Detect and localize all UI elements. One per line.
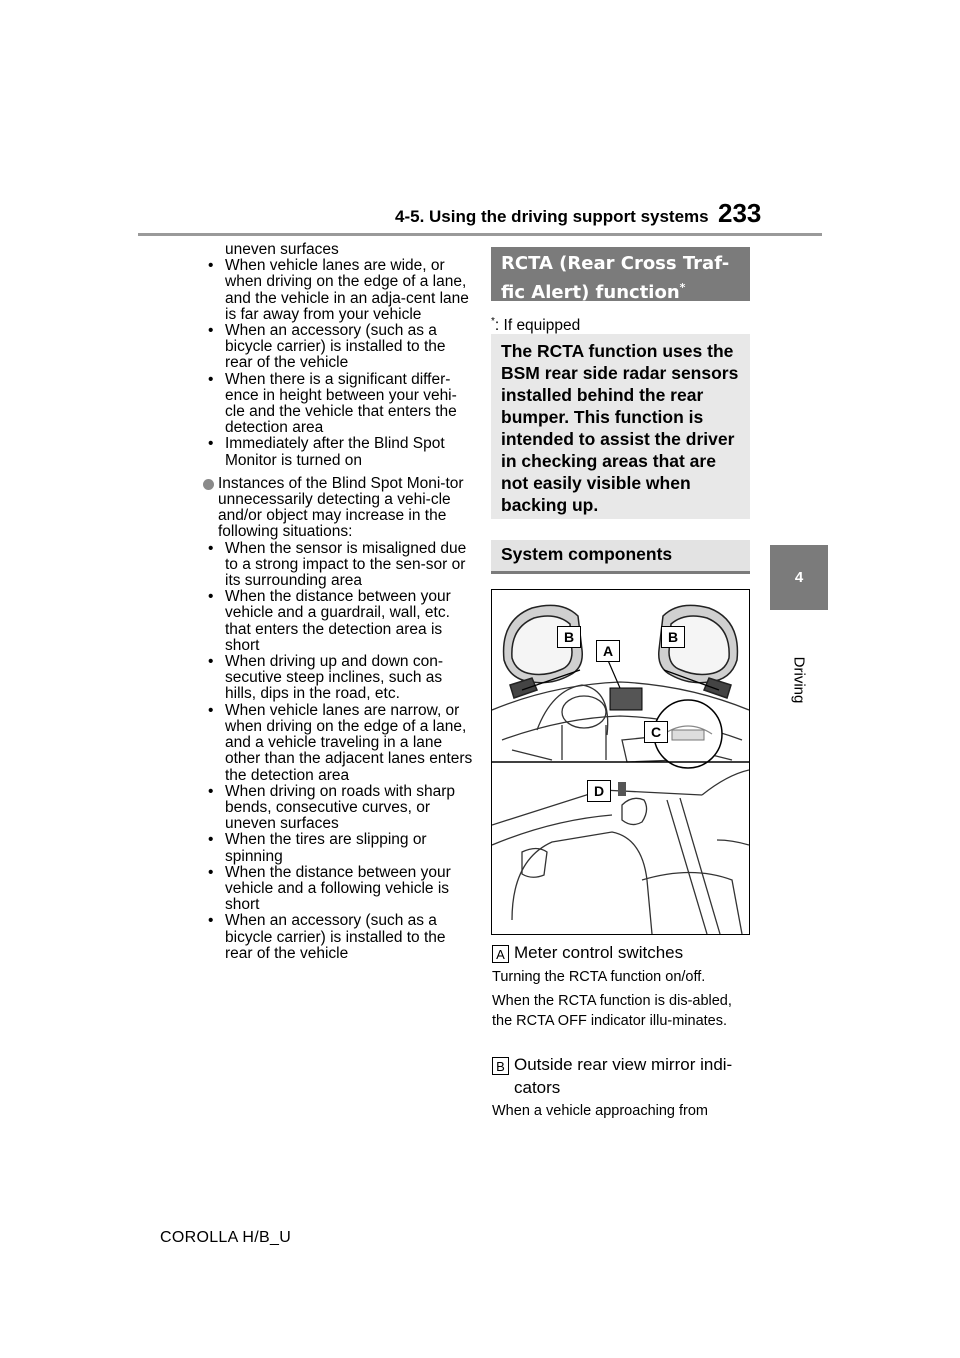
rcta-heading-mark: * xyxy=(679,281,686,294)
list-item: • Immediately after the Blind Spot Monitor is turned on xyxy=(203,436,473,468)
figure-label-b-left: B xyxy=(557,626,581,648)
footnote xyxy=(491,316,580,335)
component-a-letter: A xyxy=(492,945,509,963)
header-rule xyxy=(138,233,822,236)
section-title: 4-5. Using the driving support systems xyxy=(395,207,709,226)
list-item: • When there is a significant differ-ence in height between your vehi-cle and the vehicle that enters the detection area xyxy=(203,372,473,437)
list-item: • When the tires are slipping or spinning xyxy=(203,832,473,864)
continuation-text: uneven surfaces xyxy=(225,241,339,258)
list-item: • When the distance between your vehicle and a following vehicle is short xyxy=(203,865,473,914)
rcta-heading-text: RCTA (Rear Cross Traf-fic Alert) function xyxy=(501,253,730,303)
list-item: • When an accessory (such as a bicycle carrier) is installed to the rear of the vehicle xyxy=(203,323,473,372)
list-item: • When an accessory (such as a bicycle carrier) is installed to the rear of the vehicle xyxy=(203,913,473,962)
footnote-text: : If equipped xyxy=(494,317,581,335)
component-a-desc-1: Turning the RCTA function on/off. xyxy=(492,969,706,985)
figure-label-d: D xyxy=(587,780,611,802)
list-item: • When the sensor is misaligned due to a strong impact to the sen-sor or its surrounding area xyxy=(203,541,473,590)
component-a-title-text: Meter control switches xyxy=(514,943,684,962)
figure-label-c: C xyxy=(644,721,668,743)
left-column xyxy=(203,242,473,962)
list-item: • When vehicle lanes are narrow, or when driving on the edge of a lane, and a vehicle traveling in a lane other than the adjacent lanes enters the detection area xyxy=(203,703,473,784)
component-b-title xyxy=(492,1053,732,1099)
component-b-desc-1: When a vehicle approaching from xyxy=(492,1103,709,1119)
chapter-label: Driving xyxy=(790,656,808,704)
footer-model: COROLLA H/B_U xyxy=(160,1229,292,1246)
component-b-title-line2: cators xyxy=(514,1078,561,1097)
intro-box: The RCTA function uses the BSM rear side radar sensors installed behind the rear bumper. This function is intended to assist the driver in checking areas that are not easily visible when backing up. xyxy=(491,334,750,519)
system-components-figure xyxy=(491,589,750,935)
chapter-label-area xyxy=(770,640,828,720)
rcta-heading xyxy=(491,247,750,301)
list-item: • When vehicle lanes are wide, or when driving on the edge of a lane, and the vehicle in an adja-cent lane is far away from your vehicle xyxy=(203,258,473,323)
list-item: • When driving on roads with sharp bends, consecutive curves, or uneven surfaces xyxy=(203,784,473,833)
component-b-letter: B xyxy=(492,1057,509,1075)
component-b-title-line1: Outside rear view mirror indi- xyxy=(514,1055,733,1074)
chapter-tab xyxy=(770,545,828,610)
chapter-number: 4 xyxy=(794,569,804,586)
page-number: 233 xyxy=(718,198,762,228)
component-a-desc-2: When the RCTA function is dis-abled, the RCTA OFF indicator illu-minates. xyxy=(492,993,732,1029)
list-item: • When driving up and down con-secutive steep inclines, such as hills, dips in the road, etc. xyxy=(203,654,473,703)
component-a-title xyxy=(492,943,683,963)
figure-label-b-right: B xyxy=(661,626,685,648)
circle-list-item: Instances of the Blind Spot Moni-tor unnecessarily detecting a vehi-cle and/or object may increase in the following situations: xyxy=(203,476,473,541)
footnote-mark: * xyxy=(491,316,495,327)
system-components-heading: System components xyxy=(491,540,750,574)
components-illustration xyxy=(492,590,749,934)
figure-label-a: A xyxy=(596,640,620,662)
list-item: • When the distance between your vehicle and a guardrail, wall, etc. that enters the detection area is short xyxy=(203,589,473,654)
